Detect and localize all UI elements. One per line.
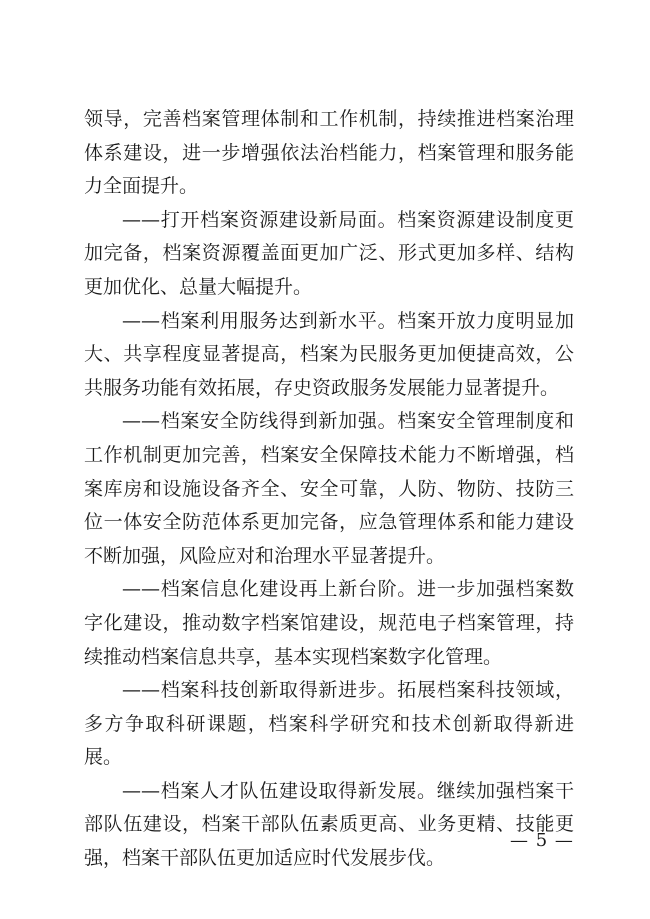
paragraph-archive-technology: ——档案科技创新取得新进步。拓展档案科技领域，多方争取科研课题，档案科学研究和技术创新取得新进展。 xyxy=(84,679,574,769)
document-body xyxy=(84,103,574,876)
paragraph-archive-talent: ——档案人才队伍建设取得新发展。继续加强档案干部队伍建设，档案干部队伍素质更高、业务更精、技能更强，档案干部队伍更加适应时代发展步伐。 xyxy=(84,779,574,870)
paragraph-archive-security: ——档案安全防线得到新加强。档案安全管理制度和工作机制更加完善，档案安全保障技术能力不断增强，档案库房和设施设备齐全、安全可靠，人防、物防、技防三位一体安全防范体系更加完备，应急管理体系和能力建设不断加强，风险应对和治理水平显著提升。 xyxy=(84,410,574,567)
paragraph-archive-informatization: ——档案信息化建设再上新台阶。进一步加强档案数字化建设，推动数字档案馆建设，规范电子档案管理，持续推动档案信息共享，基本实现档案数字化管理。 xyxy=(84,578,574,668)
paragraph-archive-services: ——档案利用服务达到新水平。档案开放力度明显加大、共享程度显著提高，档案为民服务更加便捷高效，公共服务功能有效拓展，存史资政服务发展能力显著提升。 xyxy=(84,309,574,399)
page-number: — 5 — xyxy=(510,830,574,851)
paragraph-continuation: 领导，完善档案管理体制和工作机制，持续推进档案治理体系建设，进一步增强依法治档能力，档案管理和服务能力全面提升。 xyxy=(84,108,574,198)
paragraph-archive-resources: ——打开档案资源建设新局面。档案资源建设制度更加完备，档案资源覆盖面更加广泛、形式更加多样、结构更加优化、总量大幅提升。 xyxy=(84,208,574,298)
